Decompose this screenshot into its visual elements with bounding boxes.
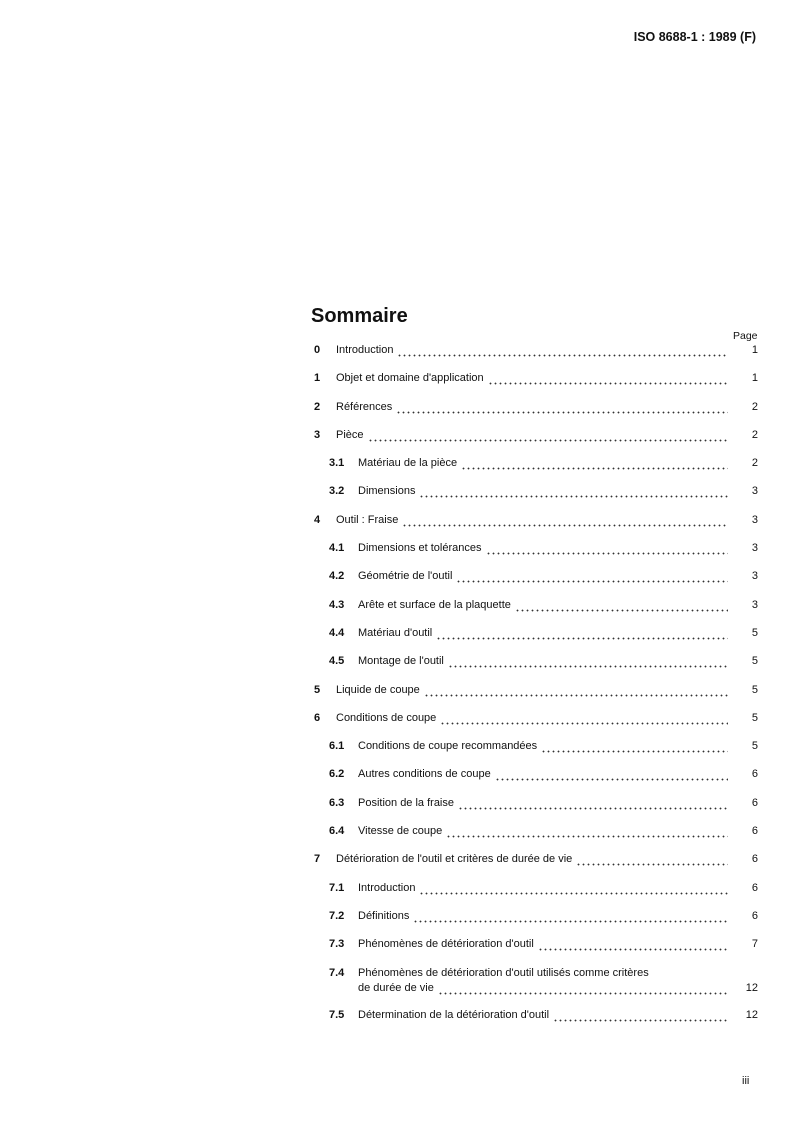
section-number: 4.3 [329, 598, 345, 611]
dot-leader [538, 938, 728, 951]
page-ref: 6 [751, 909, 758, 922]
section-number: 7.1 [329, 881, 345, 894]
page-number: iii [742, 1075, 750, 1087]
toc-entry[interactable] [314, 344, 758, 372]
page-ref: 5 [751, 655, 758, 668]
section-title: Dimensions et tolérances [358, 542, 482, 555]
section-number: 1 [314, 372, 321, 385]
section-number: 4.4 [329, 626, 345, 639]
page-ref: 1 [751, 372, 758, 385]
toc-entry[interactable] [314, 882, 758, 910]
section-number: 7.3 [329, 938, 345, 951]
dot-leader [553, 1009, 728, 1022]
section-number: 3.1 [329, 457, 345, 470]
toc-entry[interactable] [314, 712, 758, 740]
toc-entry[interactable] [314, 740, 758, 768]
section-title: Conditions de coupe recommandées [358, 740, 538, 753]
dot-leader [368, 429, 728, 442]
page-ref: 6 [751, 768, 758, 781]
dot-leader [515, 599, 728, 612]
page-ref: 12 [745, 981, 758, 994]
page-ref: 2 [751, 428, 758, 441]
dot-leader [458, 797, 728, 810]
section-title: Matériau de la pièce [358, 457, 458, 470]
section-title: Matériau d'outil [358, 626, 433, 639]
dot-leader [396, 401, 728, 414]
toc-entry[interactable] [314, 457, 758, 485]
section-number: 6 [314, 711, 321, 724]
toc-entry[interactable] [314, 768, 758, 796]
toc-entry[interactable] [314, 938, 758, 966]
section-title: Objet et domaine d'application [336, 372, 484, 385]
toc-entry[interactable] [314, 485, 758, 513]
dot-leader [438, 982, 728, 995]
dot-leader [486, 542, 728, 555]
section-number: 7.5 [329, 1008, 345, 1021]
page-ref: 2 [751, 400, 758, 413]
page-ref: 6 [751, 853, 758, 866]
dot-leader [488, 372, 728, 385]
section-title: Liquide de coupe [336, 683, 420, 696]
toc-entry[interactable] [314, 655, 758, 683]
toc-entry[interactable] [314, 570, 758, 598]
section-title: Géométrie de l'outil [358, 570, 453, 583]
section-title: Définitions [358, 909, 410, 922]
section-title: Détérioration de l'outil et critères de durée de vie [336, 853, 573, 866]
section-title: Outil : Fraise [336, 513, 399, 526]
dot-leader [424, 684, 728, 697]
dot-leader [436, 627, 728, 640]
page-ref: 3 [751, 598, 758, 611]
section-number: 5 [314, 683, 321, 696]
section-number: 6.1 [329, 740, 345, 753]
section-title: Dimensions [358, 485, 416, 498]
table-of-contents [314, 344, 758, 1037]
page-ref: 6 [751, 881, 758, 894]
section-number: 3 [314, 428, 321, 441]
page-ref: 12 [745, 1008, 758, 1021]
page-ref: 6 [751, 796, 758, 809]
section-title: Introduction [358, 881, 416, 894]
dot-leader [448, 655, 728, 668]
section-title: Détermination de la détérioration d'outil [358, 1008, 550, 1021]
toc-entry[interactable] [314, 627, 758, 655]
section-number: 6.4 [329, 825, 345, 838]
section-number: 6.3 [329, 796, 345, 809]
page-ref: 3 [751, 542, 758, 555]
page-ref: 5 [751, 740, 758, 753]
page-ref: 5 [751, 683, 758, 696]
dot-leader [419, 485, 728, 498]
section-number: 7.2 [329, 909, 345, 922]
page-ref: 6 [751, 825, 758, 838]
toc-entry[interactable] [314, 797, 758, 825]
section-title: Autres conditions de coupe [358, 768, 491, 781]
section-title: Pièce [336, 428, 364, 441]
dot-leader [402, 514, 728, 527]
dot-leader [576, 853, 728, 866]
toc-entry[interactable] [314, 684, 758, 712]
section-number: 3.2 [329, 485, 345, 498]
section-title: Position de la fraise [358, 796, 454, 809]
toc-entry[interactable] [314, 429, 758, 457]
toc-entry[interactable] [314, 967, 758, 1009]
dot-leader [419, 882, 728, 895]
section-title: Conditions de coupe [336, 711, 437, 724]
section-title: Introduction [336, 344, 394, 356]
page-ref: 5 [751, 626, 758, 639]
section-title: Phénomènes de détérioration d'outil [358, 938, 534, 951]
section-number: 0 [314, 344, 321, 356]
toc-entry[interactable] [314, 1009, 758, 1037]
toc-entry[interactable] [314, 853, 758, 881]
toc-entry[interactable] [314, 910, 758, 938]
toc-entry[interactable] [314, 372, 758, 400]
dot-leader [456, 570, 728, 583]
dot-leader [446, 825, 728, 838]
toc-entry[interactable] [314, 825, 758, 853]
section-number: 4 [314, 513, 321, 526]
section-number: 7.4 [329, 966, 345, 979]
section-number: 7 [314, 853, 321, 866]
dot-leader [495, 768, 728, 781]
toc-entry[interactable] [314, 514, 758, 542]
page-ref: 2 [751, 457, 758, 470]
toc-entry[interactable] [314, 599, 758, 627]
page-ref: 5 [751, 711, 758, 724]
dot-leader [541, 740, 728, 753]
page-ref: 3 [751, 485, 758, 498]
page-ref: 1 [751, 344, 758, 356]
section-number: 4.1 [329, 542, 345, 555]
dot-leader [397, 344, 728, 357]
page-ref: 7 [751, 938, 758, 951]
page-ref: 3 [751, 570, 758, 583]
section-title: Phénomènes de détérioration d'outil utilisés comme critères [358, 966, 649, 979]
dot-leader [440, 712, 728, 725]
section-title: Montage de l'outil [358, 655, 444, 668]
section-title: Vitesse de coupe [358, 825, 443, 838]
dot-leader [413, 910, 728, 923]
section-number: 6.2 [329, 768, 345, 781]
section-title: Arête et surface de la plaquette [358, 598, 511, 611]
section-number: 4.2 [329, 570, 345, 583]
section-number: 4.5 [329, 655, 345, 668]
section-title-cont: de durée de vie [358, 981, 434, 994]
document-header: ISO 8688-1 : 1989 (F) [633, 30, 756, 44]
page-column-label: Page [733, 330, 758, 342]
section-title: Références [336, 400, 393, 413]
page-ref: 3 [751, 513, 758, 526]
toc-entry[interactable] [314, 401, 758, 429]
dot-leader [461, 457, 728, 470]
page-title: Sommaire [311, 305, 408, 327]
toc-entry[interactable] [314, 542, 758, 570]
section-number: 2 [314, 400, 321, 413]
